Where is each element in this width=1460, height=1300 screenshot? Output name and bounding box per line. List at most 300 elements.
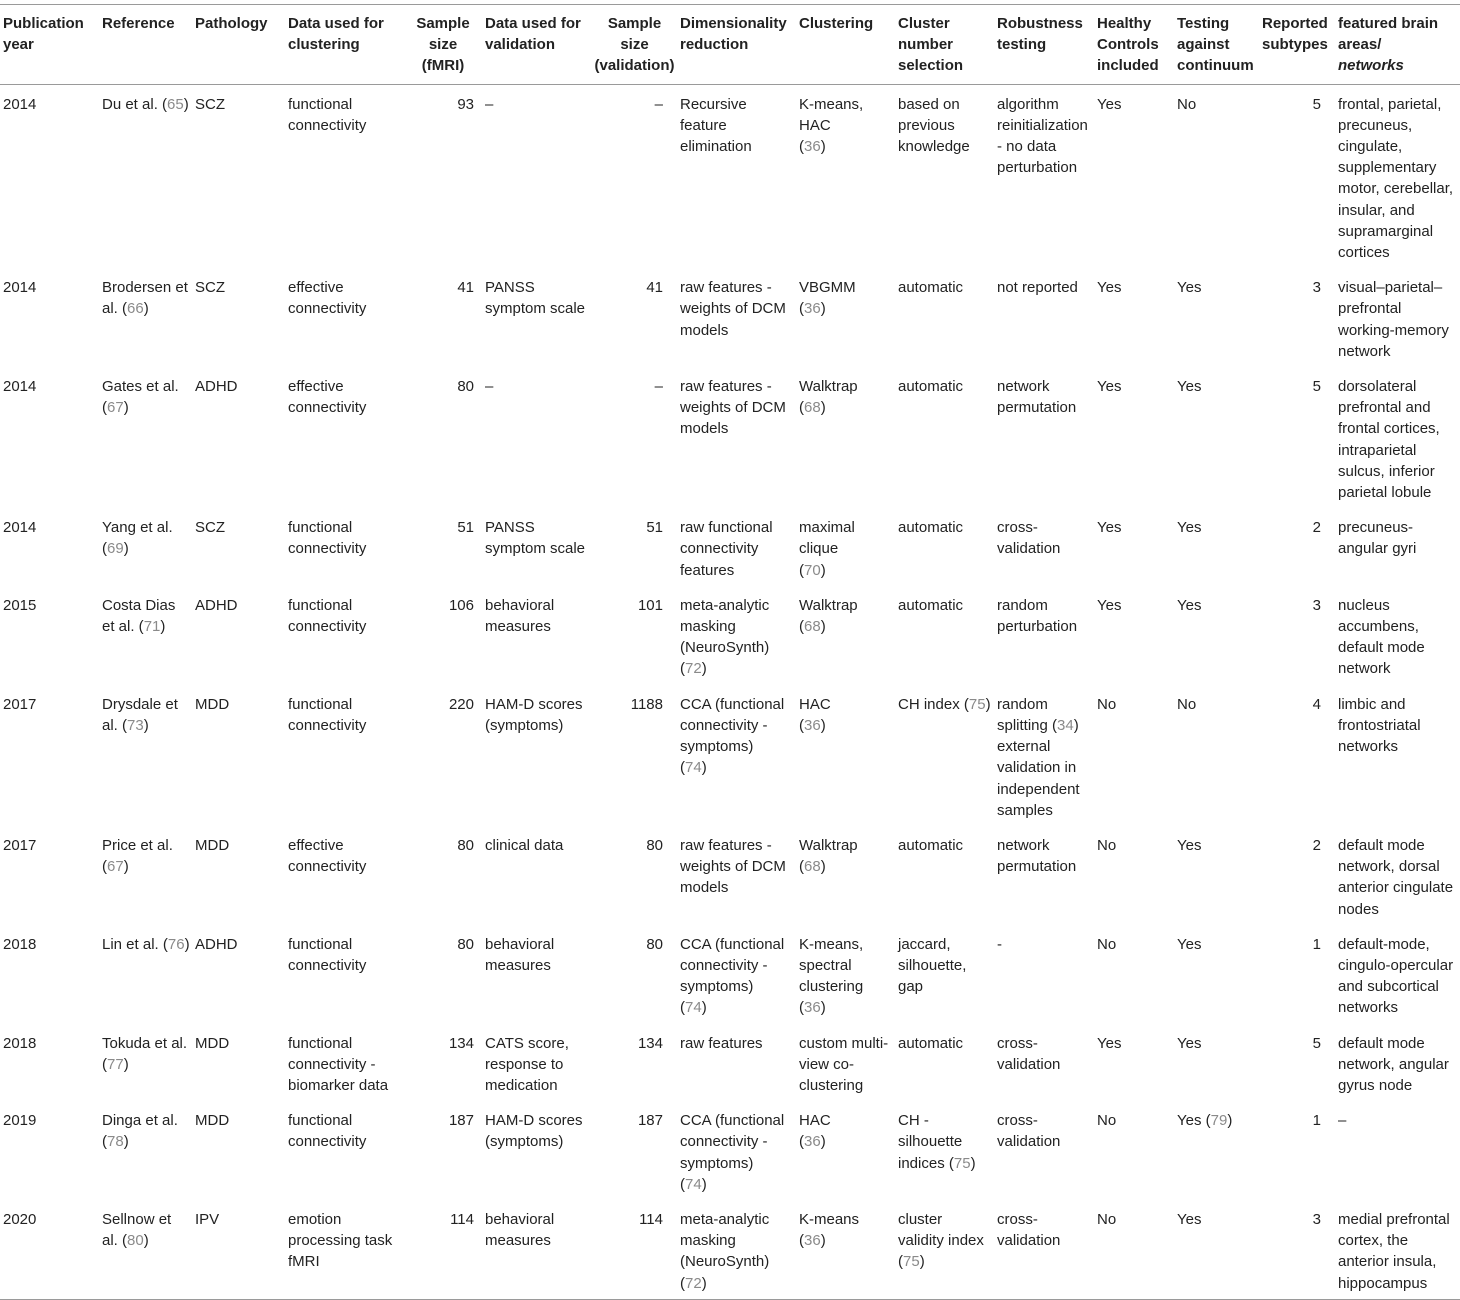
- year-text: 2015: [3, 596, 37, 614]
- cell-validation-data: [482, 586, 591, 685]
- cell-clustering: [796, 586, 895, 685]
- clustering-citation-link[interactable]: 36: [804, 138, 821, 156]
- cell-reference: [99, 367, 192, 508]
- pathology-text: MDD: [195, 836, 230, 854]
- subtypes-text: 2: [1312, 519, 1321, 537]
- cell-continuum: [1174, 367, 1259, 508]
- clustering-text: maximal clique: [799, 519, 855, 558]
- reference-citation-link[interactable]: 69: [107, 540, 124, 558]
- col-header-year: Publication year: [3, 15, 84, 54]
- cell-year: [0, 508, 99, 586]
- clustering-citation-link[interactable]: 70: [804, 561, 821, 579]
- clustering-text: K-means, HAC: [799, 95, 864, 134]
- cell-sample-fmri: [403, 826, 482, 925]
- clustering-citation-link[interactable]: 36: [804, 716, 821, 734]
- cell-brain-areas: [1335, 268, 1460, 367]
- cell-pathology: [192, 1101, 285, 1200]
- cell-continuum: [1174, 1101, 1259, 1200]
- cell-reference: [99, 685, 192, 826]
- col-header-sample-fmri: Sample size (fMRI): [416, 15, 470, 75]
- sample-fmri-text: 80: [457, 378, 474, 396]
- reference-citation-link[interactable]: 78: [107, 1133, 124, 1151]
- cell-sample-validation: [591, 84, 677, 268]
- cell-cluster-selection: [895, 1101, 994, 1200]
- cell-subtypes: [1259, 367, 1335, 508]
- sample-fmri-text: 41: [457, 279, 474, 297]
- validation-data-text: PANSS symptom scale: [485, 519, 586, 558]
- cell-year: [0, 367, 99, 508]
- brain-areas-text: precuneus-angular gyri: [1338, 519, 1417, 558]
- cluster-selection-text: automatic: [898, 1034, 964, 1052]
- validation-data-text: PANSS symptom scale: [485, 279, 586, 318]
- cluster-selection-citation-link[interactable]: 75: [968, 695, 986, 713]
- cell-clustering-data: [285, 84, 403, 268]
- cell-clustering: [796, 84, 895, 268]
- cell-continuum: [1174, 84, 1259, 268]
- table-row: [0, 367, 1460, 508]
- cell-healthy-controls: [1094, 586, 1174, 685]
- brain-areas-text: visual–parietal–prefrontal working-memory network: [1338, 279, 1449, 360]
- reference-close-paren: ): [184, 935, 190, 953]
- table-row: [0, 1024, 1460, 1102]
- reference-citation-link[interactable]: 77: [107, 1055, 124, 1073]
- continuum-text: Yes: [1177, 596, 1202, 614]
- cell-clustering-data: [285, 586, 403, 685]
- robustness-text: random splitting: [997, 695, 1048, 734]
- cell-subtypes: [1259, 1200, 1335, 1299]
- cell-cluster-selection: [895, 1024, 994, 1102]
- sample-fmri-text: 51: [457, 519, 474, 537]
- table-row: [0, 84, 1460, 268]
- cell-sample-fmri: [403, 508, 482, 586]
- brain-areas-text: frontal, parietal, precuneus, cingulate, supplementary motor, cerebellar, insular, and supramarginal cortices: [1338, 95, 1454, 262]
- robustness-text: algorithm reinitialization - no data perturbation: [997, 95, 1088, 177]
- col-header-reference: Reference: [102, 15, 175, 32]
- clustering-text: HAC: [799, 695, 831, 713]
- cell-cluster-selection: [895, 586, 994, 685]
- reference-close-paren: ): [123, 540, 129, 558]
- robustness-text: network permutation: [997, 836, 1077, 876]
- clustering-citation-link[interactable]: 36: [804, 1133, 821, 1151]
- cell-continuum: [1174, 925, 1259, 1024]
- validation-data-text: –: [485, 95, 494, 113]
- reference-text: Tokuda et al. (: [102, 1034, 188, 1073]
- reference-close-paren: ): [123, 1055, 129, 1073]
- cell-dim-reduction: [677, 1101, 796, 1200]
- cell-reference: [99, 1200, 192, 1299]
- cell-subtypes: [1259, 84, 1335, 268]
- cell-continuum: [1174, 508, 1259, 586]
- subtypes-text: 3: [1312, 596, 1321, 614]
- sample-validation-text: 134: [637, 1034, 663, 1052]
- continuum-text: Yes: [1177, 519, 1202, 537]
- cell-pathology: [192, 367, 285, 508]
- dim-reduction-text: meta-analytic masking (NeuroSynth): [680, 1210, 770, 1271]
- cell-brain-areas: [1335, 367, 1460, 508]
- sample-fmri-text: 134: [448, 1034, 474, 1052]
- pathology-text: MDD: [195, 1112, 230, 1130]
- cell-clustering-data: [285, 367, 403, 508]
- cell-year: [0, 84, 99, 268]
- dim-reduction-citation: (74): [680, 1175, 707, 1193]
- cell-clustering: [796, 367, 895, 508]
- cell-subtypes: [1259, 1024, 1335, 1102]
- validation-data-text: –: [485, 378, 494, 396]
- cell-sample-fmri: [403, 1024, 482, 1102]
- col-header-continuum: Testing against continuum: [1177, 15, 1254, 75]
- cell-clustering: [796, 685, 895, 826]
- col-header-subtypes: Reported subtypes: [1262, 15, 1328, 54]
- cell-subtypes: [1259, 508, 1335, 586]
- continuum-text: Yes: [1177, 836, 1202, 854]
- reference-text: Gates et al. (: [102, 378, 179, 417]
- continuum-text: Yes: [1177, 935, 1202, 953]
- clustering-data-text: functional connectivity: [288, 596, 367, 636]
- cell-sample-validation: [591, 685, 677, 826]
- continuum-text: No: [1177, 695, 1197, 713]
- cell-year: [0, 925, 99, 1024]
- year-text: 2018: [3, 1034, 37, 1052]
- pathology-text: ADHD: [195, 596, 238, 614]
- cell-cluster-selection: [895, 268, 994, 367]
- continuum-citation-link[interactable]: 79: [1210, 1112, 1228, 1130]
- healthy-controls-text: Yes: [1097, 1034, 1122, 1052]
- cell-cluster-selection: [895, 925, 994, 1024]
- subtypes-text: 5: [1312, 1034, 1321, 1052]
- cell-year: [0, 1200, 99, 1299]
- col-header-clustering-data: Data used for clustering: [288, 15, 384, 54]
- cluster-selection-citation-link[interactable]: 75: [903, 1253, 920, 1271]
- cell-dim-reduction: [677, 508, 796, 586]
- cell-validation-data: [482, 1200, 591, 1299]
- subtypes-text: 1: [1312, 935, 1321, 953]
- cell-cluster-selection: [895, 508, 994, 586]
- cell-dim-reduction: [677, 586, 796, 685]
- robustness-text: cross-validation: [997, 1210, 1061, 1250]
- validation-data-text: HAM-D scores (symptoms): [485, 1112, 583, 1151]
- healthy-controls-text: No: [1097, 935, 1117, 953]
- cell-sample-validation: [591, 586, 677, 685]
- cell-reference: [99, 84, 192, 268]
- sample-validation-text: 80: [646, 836, 663, 854]
- cluster-selection-text: based on previous knowledge: [898, 95, 970, 156]
- cell-healthy-controls: [1094, 685, 1174, 826]
- cell-validation-data: [482, 508, 591, 586]
- clustering-citation-link[interactable]: 68: [804, 858, 821, 876]
- clustering-citation-link[interactable]: 36: [804, 999, 821, 1017]
- cell-sample-fmri: [403, 1101, 482, 1200]
- reference-citation-link[interactable]: 66: [127, 300, 144, 318]
- cell-healthy-controls: [1094, 1024, 1174, 1102]
- col-header-healthy-controls: Healthy Controls included: [1097, 15, 1159, 75]
- col-header-cluster-selection: Cluster number selection: [898, 15, 964, 75]
- cell-continuum: [1174, 268, 1259, 367]
- cell-clustering: [796, 1101, 895, 1200]
- robustness-text: random perturbation: [997, 596, 1078, 636]
- cell-brain-areas: [1335, 84, 1460, 268]
- cell-sample-fmri: [403, 367, 482, 508]
- reference-close-paren: ): [183, 95, 189, 113]
- cell-sample-validation: [591, 826, 677, 925]
- cell-robustness: [994, 685, 1094, 826]
- cell-sample-fmri: [403, 84, 482, 268]
- col-header-validation-data: Data used for validation: [485, 15, 581, 54]
- reference-citation-link[interactable]: 80: [127, 1232, 144, 1250]
- cell-sample-fmri: [403, 1200, 482, 1299]
- reference-close-paren: ): [123, 399, 129, 417]
- dim-reduction-text: raw functional connectivity features: [680, 519, 773, 579]
- cell-cluster-selection: [895, 685, 994, 826]
- reference-citation-link[interactable]: 67: [107, 399, 124, 417]
- robustness-extra-text: external validation in independent samples: [997, 738, 1080, 819]
- cell-healthy-controls: [1094, 1200, 1174, 1299]
- brain-areas-text: dorsolateral prefrontal and frontal cortices, intraparietal sulcus, inferior parietal lobule: [1338, 378, 1440, 502]
- cell-dim-reduction: [677, 925, 796, 1024]
- cell-brain-areas: [1335, 685, 1460, 826]
- dim-reduction-text: raw features - weights of DCM models: [680, 836, 786, 897]
- cell-sample-validation: [591, 367, 677, 508]
- cell-validation-data: [482, 1101, 591, 1200]
- header-row: [0, 5, 1460, 85]
- cell-subtypes: [1259, 925, 1335, 1024]
- cell-sample-fmri: [403, 268, 482, 367]
- clustering-citation-link[interactable]: 36: [804, 1232, 821, 1250]
- cell-pathology: [192, 586, 285, 685]
- dim-reduction-text: raw features: [680, 1034, 763, 1052]
- clustering-citation: (68): [799, 618, 826, 636]
- sample-fmri-text: 93: [457, 95, 474, 113]
- reference-citation-link[interactable]: 73: [127, 716, 144, 734]
- cluster-selection-text: automatic: [898, 378, 964, 396]
- subtypes-text: 2: [1312, 836, 1321, 854]
- clustering-data-text: functional connectivity: [288, 1112, 367, 1151]
- cell-pathology: [192, 84, 285, 268]
- dim-reduction-text: CCA (functional connectivity - symptoms): [680, 695, 785, 756]
- sample-validation-text: –: [654, 378, 663, 396]
- dim-reduction-citation-link[interactable]: 74: [685, 759, 702, 777]
- validation-data-text: behavioral measures: [485, 1210, 555, 1250]
- clustering-citation: (68): [799, 399, 826, 417]
- reference-close-paren: ): [123, 1133, 129, 1151]
- year-text: 2017: [3, 695, 37, 713]
- cell-clustering-data: [285, 268, 403, 367]
- clustering-text: Walktrap: [799, 836, 858, 854]
- col-header-brain-areas: [1335, 5, 1460, 85]
- cell-sample-validation: [591, 1101, 677, 1200]
- year-text: 2014: [3, 519, 37, 537]
- clustering-citation: (36): [799, 138, 826, 156]
- cell-clustering: [796, 508, 895, 586]
- reference-text: Price et al. (: [102, 836, 173, 876]
- cell-sample-validation: [591, 925, 677, 1024]
- brain-areas-text: default mode network, dorsal anterior cingulate nodes: [1338, 836, 1454, 918]
- sample-fmri-text: 187: [448, 1112, 474, 1130]
- cell-pathology: [192, 508, 285, 586]
- subtypes-text: 3: [1312, 1210, 1321, 1228]
- robustness-text: cross-validation: [997, 1112, 1061, 1151]
- reference-close-paren: ): [160, 618, 166, 636]
- cluster-selection-citation: (75): [898, 1253, 925, 1271]
- cell-pathology: [192, 1200, 285, 1299]
- continuum-text: Yes: [1177, 279, 1202, 297]
- table-body: [0, 84, 1460, 1299]
- healthy-controls-text: Yes: [1097, 519, 1122, 537]
- cell-healthy-controls: [1094, 508, 1174, 586]
- reference-text: Costa Dias et al. (: [102, 596, 176, 636]
- cell-clustering-data: [285, 1024, 403, 1102]
- cell-year: [0, 1024, 99, 1102]
- year-text: 2014: [3, 279, 37, 297]
- cell-clustering-data: [285, 508, 403, 586]
- cell-clustering-data: [285, 925, 403, 1024]
- dim-reduction-citation: (72): [680, 1274, 707, 1292]
- reference-text: Sellnow et al. (: [102, 1210, 172, 1250]
- clustering-text: HAC: [799, 1112, 831, 1130]
- cell-cluster-selection: [895, 84, 994, 268]
- cell-sample-validation: [591, 268, 677, 367]
- dim-reduction-citation-link[interactable]: 74: [685, 999, 702, 1017]
- sample-validation-text: 41: [646, 279, 663, 297]
- healthy-controls-text: No: [1097, 836, 1117, 854]
- cell-subtypes: [1259, 826, 1335, 925]
- dim-reduction-citation: (74): [680, 999, 707, 1017]
- healthy-controls-text: Yes: [1097, 279, 1122, 297]
- subtypes-text: 5: [1312, 95, 1321, 113]
- reference-close-paren: ): [143, 716, 149, 734]
- clustering-citation: (36): [799, 1133, 826, 1151]
- healthy-controls-text: No: [1097, 1210, 1117, 1228]
- reference-citation-link[interactable]: 76: [167, 935, 185, 953]
- subtyping-studies-table: [0, 4, 1460, 1300]
- clustering-citation: (36): [799, 999, 826, 1017]
- validation-data-text: HAM-D scores (symptoms): [485, 695, 583, 734]
- continuum-text: Yes: [1177, 1112, 1202, 1130]
- pathology-text: MDD: [195, 695, 230, 713]
- healthy-controls-text: No: [1097, 695, 1117, 713]
- cell-pathology: [192, 1024, 285, 1102]
- reference-citation-link[interactable]: 67: [107, 858, 124, 876]
- brain-areas-text: limbic and frontostriatal networks: [1338, 695, 1421, 756]
- cell-pathology: [192, 826, 285, 925]
- dim-reduction-text: CCA (functional connectivity - symptoms): [680, 935, 785, 996]
- cell-robustness: [994, 925, 1094, 1024]
- table-row: [0, 508, 1460, 586]
- cell-subtypes: [1259, 586, 1335, 685]
- clustering-citation-link[interactable]: 68: [804, 618, 821, 636]
- cell-brain-areas: [1335, 586, 1460, 685]
- clustering-citation: (36): [799, 300, 826, 318]
- reference-citation-link[interactable]: 65: [167, 95, 184, 113]
- cell-sample-fmri: [403, 685, 482, 826]
- clustering-data-text: emotion processing task fMRI: [288, 1210, 393, 1271]
- clustering-data-text: effective connectivity: [288, 378, 367, 417]
- cell-continuum: [1174, 685, 1259, 826]
- dim-reduction-text: raw features - weights of DCM models: [680, 279, 786, 339]
- cell-dim-reduction: [677, 1024, 796, 1102]
- cell-reference: [99, 508, 192, 586]
- cell-continuum: [1174, 1024, 1259, 1102]
- cell-clustering: [796, 1200, 895, 1299]
- sample-fmri-text: 80: [457, 836, 474, 854]
- cell-sample-validation: [591, 1200, 677, 1299]
- cell-robustness: [994, 586, 1094, 685]
- cell-clustering: [796, 925, 895, 1024]
- year-text: 2014: [3, 95, 37, 113]
- clustering-data-text: functional connectivity: [288, 695, 367, 734]
- dim-reduction-citation-link[interactable]: 72: [685, 1274, 702, 1292]
- sample-validation-text: 187: [637, 1112, 663, 1130]
- cell-validation-data: [482, 685, 591, 826]
- dim-reduction-citation-link[interactable]: 72: [685, 660, 702, 678]
- brain-areas-text: default mode network, angular gyrus node: [1338, 1034, 1449, 1094]
- cell-pathology: [192, 268, 285, 367]
- clustering-citation-link[interactable]: 36: [804, 300, 821, 318]
- continuum-text: No: [1177, 95, 1197, 113]
- cell-robustness: [994, 84, 1094, 268]
- year-text: 2020: [3, 1210, 37, 1228]
- dim-reduction-citation-link[interactable]: 74: [685, 1175, 702, 1193]
- sample-validation-text: 114: [639, 1210, 663, 1228]
- reference-citation-link[interactable]: 71: [143, 618, 161, 636]
- healthy-controls-text: Yes: [1097, 596, 1122, 614]
- cell-dim-reduction: [677, 826, 796, 925]
- reference-close-paren: ): [123, 858, 129, 876]
- clustering-citation-link[interactable]: 68: [804, 399, 821, 417]
- cell-healthy-controls: [1094, 1101, 1174, 1200]
- validation-data-text: behavioral measures: [485, 596, 555, 636]
- clustering-citation: (68): [799, 858, 826, 876]
- cell-year: [0, 268, 99, 367]
- cell-healthy-controls: [1094, 925, 1174, 1024]
- brain-areas-text: nucleus accumbens, default mode network: [1338, 596, 1425, 678]
- sample-validation-text: –: [654, 95, 663, 113]
- cell-validation-data: [482, 367, 591, 508]
- clustering-data-text: functional connectivity: [288, 519, 367, 558]
- cell-robustness: [994, 1024, 1094, 1102]
- validation-data-text: behavioral measures: [485, 935, 555, 974]
- cell-pathology: [192, 685, 285, 826]
- clustering-citation: (36): [799, 1232, 826, 1250]
- cell-healthy-controls: [1094, 268, 1174, 367]
- cell-robustness: [994, 508, 1094, 586]
- cluster-selection-text: automatic: [898, 836, 964, 854]
- reference-text: Du et al. (: [102, 95, 168, 113]
- cluster-selection-text: automatic: [898, 519, 964, 537]
- col-header-pathology: Pathology: [195, 15, 268, 32]
- robustness-text: not reported: [997, 279, 1078, 297]
- table-row: [0, 1101, 1460, 1200]
- year-text: 2018: [3, 935, 37, 953]
- cell-brain-areas: [1335, 826, 1460, 925]
- clustering-text: K-means, spectral clustering: [799, 935, 864, 996]
- cell-year: [0, 826, 99, 925]
- pathology-text: ADHD: [195, 378, 238, 396]
- robustness-citation-link[interactable]: 34: [1057, 716, 1074, 734]
- cluster-selection-text: automatic: [898, 279, 964, 297]
- cell-reference: [99, 1024, 192, 1102]
- clustering-text: Walktrap: [799, 596, 858, 614]
- cell-clustering: [796, 268, 895, 367]
- cluster-selection-text: CH index: [898, 695, 960, 713]
- cell-year: [0, 1101, 99, 1200]
- cell-sample-validation: [591, 1024, 677, 1102]
- cluster-selection-citation-link[interactable]: 75: [953, 1154, 971, 1172]
- table-row: [0, 826, 1460, 925]
- cell-validation-data: [482, 826, 591, 925]
- brain-areas-text: medial prefrontal cortex, the anterior insula, hippocampus: [1338, 1210, 1450, 1292]
- continuum-text: Yes: [1177, 1034, 1202, 1052]
- col-header-sample-validation: Sample size (validation): [594, 15, 675, 75]
